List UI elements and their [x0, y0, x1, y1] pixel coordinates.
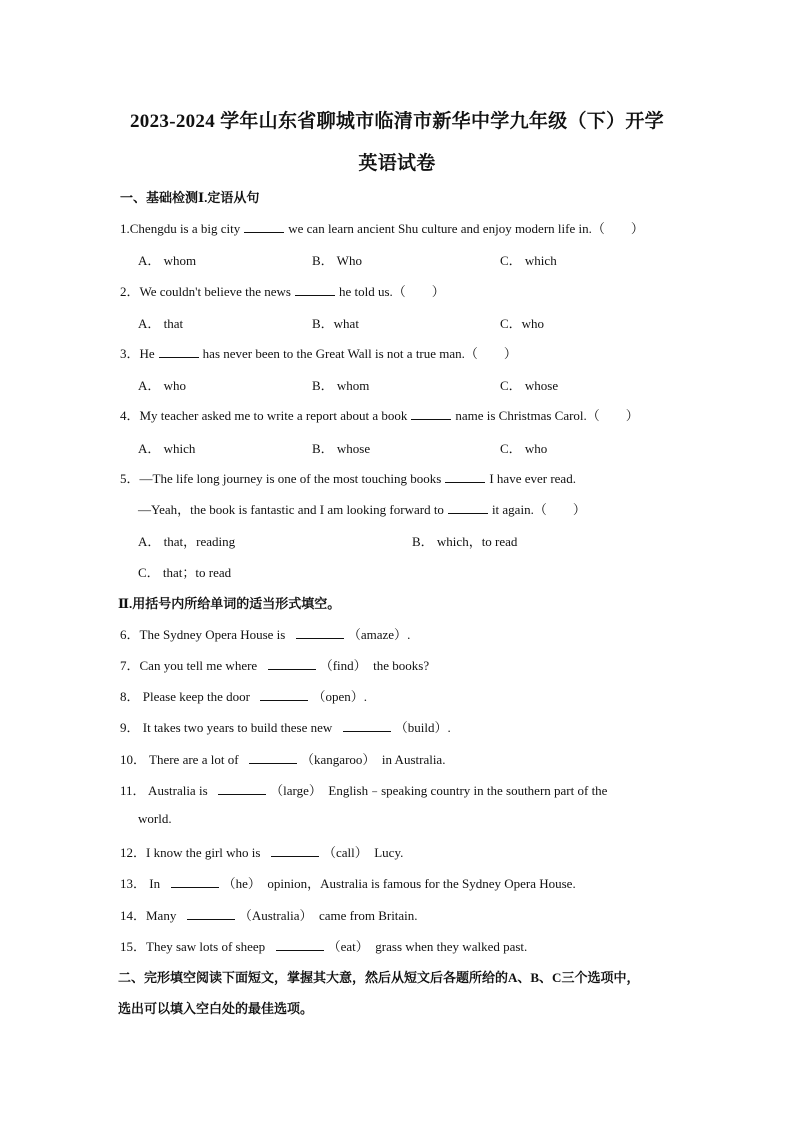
option-c[interactable]: C． that；to read — [138, 565, 232, 580]
answer-blank[interactable] — [249, 751, 297, 764]
question-9: 9． It takes two years to build these new （build）. — [120, 720, 451, 735]
document-title-line1: 2023-2024 学年山东省聊城市临清市新华中学九年级（下）开学 — [130, 111, 664, 132]
option-a[interactable]: A． that — [138, 316, 184, 331]
question-5: 5．—The life long journey is one of the most touching books I have ever read. — [120, 471, 576, 486]
option-c[interactable]: C． who — [500, 441, 548, 456]
answer-blank[interactable] — [276, 938, 324, 951]
question-4: 4．My teacher asked me to write a report about a book name is Christmas Carol.（ ） — [120, 408, 639, 423]
question-11: 11． Australia is （large） English﹣speaking country in the southern part of the — [120, 783, 608, 798]
answer-blank[interactable] — [187, 907, 235, 920]
answer-blank[interactable] — [218, 782, 266, 795]
question-6: 6．The Sydney Opera House is （amaze）. — [120, 627, 411, 642]
question-15: 15．They saw lots of sheep （eat） grass when they walked past. — [120, 939, 528, 954]
option-c[interactable]: C． whose — [500, 378, 559, 393]
section2-heading: Ⅱ.用括号内所给单词的适当形式填空。 — [118, 596, 341, 611]
option-b[interactable]: B． whom — [312, 378, 370, 393]
section3-heading-line2: 选出可以填入空白处的最佳选项。 — [118, 1001, 314, 1016]
document-title-line2: 英语试卷 — [358, 153, 436, 174]
question-3: 3．He has never been to the Great Wall is not a true man.（ ） — [120, 346, 517, 361]
question-5-line2: —Yeah，the book is fantastic and I am looking forward to it again.（ ） — [138, 502, 586, 517]
option-c[interactable]: C．who — [500, 316, 545, 331]
question-8: 8． Please keep the door （open）. — [120, 689, 367, 704]
option-b[interactable]: B． whose — [312, 441, 371, 456]
option-a[interactable]: A． who — [138, 378, 187, 393]
question-7: 7．Can you tell me where （find） the books? — [120, 658, 430, 673]
answer-blank[interactable] — [271, 844, 319, 857]
option-a[interactable]: A． that，reading — [138, 534, 236, 549]
section3-heading-line1: 二、完形填空阅读下面短文，掌握其大意，然后从短文后各题所给的A、B、C三个选项中， — [118, 970, 640, 985]
answer-blank[interactable] — [260, 688, 308, 701]
answer-blank[interactable] — [411, 407, 451, 420]
answer-blank[interactable] — [343, 719, 391, 732]
question-11-line2: world. — [138, 811, 172, 826]
question-10: 10． There are a lot of （kangaroo） in Australia. — [120, 752, 446, 767]
question-14: 14．Many （Australia） came from Britain. — [120, 908, 418, 923]
option-a[interactable]: A． whom — [138, 253, 197, 268]
answer-blank[interactable] — [244, 220, 284, 233]
answer-blank[interactable] — [159, 345, 199, 358]
option-b[interactable]: B．what — [312, 316, 359, 331]
option-b[interactable]: B． which，to read — [412, 534, 518, 549]
option-b[interactable]: B． Who — [312, 253, 362, 268]
answer-blank[interactable] — [268, 657, 316, 670]
section1-heading: 一、基础检测Ⅰ.定语从句 — [120, 190, 260, 205]
question-2: 2．We couldn't believe the news he told us.（ ） — [120, 284, 445, 299]
answer-blank[interactable] — [296, 626, 344, 639]
question-12: 12．I know the girl who is （call） Lucy. — [120, 845, 404, 860]
question-13: 13． In （he） opinion，Australia is famous for the Sydney Opera House. — [120, 876, 576, 891]
answer-blank[interactable] — [171, 875, 219, 888]
answer-blank[interactable] — [445, 470, 485, 483]
question-1: 1.Chengdu is a big city we can learn ancient Shu culture and enjoy modern life in.（ ） — [120, 221, 644, 236]
option-c[interactable]: C． which — [500, 253, 557, 268]
option-a[interactable]: A． which — [138, 441, 196, 456]
answer-blank[interactable] — [295, 283, 335, 296]
answer-blank[interactable] — [448, 501, 488, 514]
